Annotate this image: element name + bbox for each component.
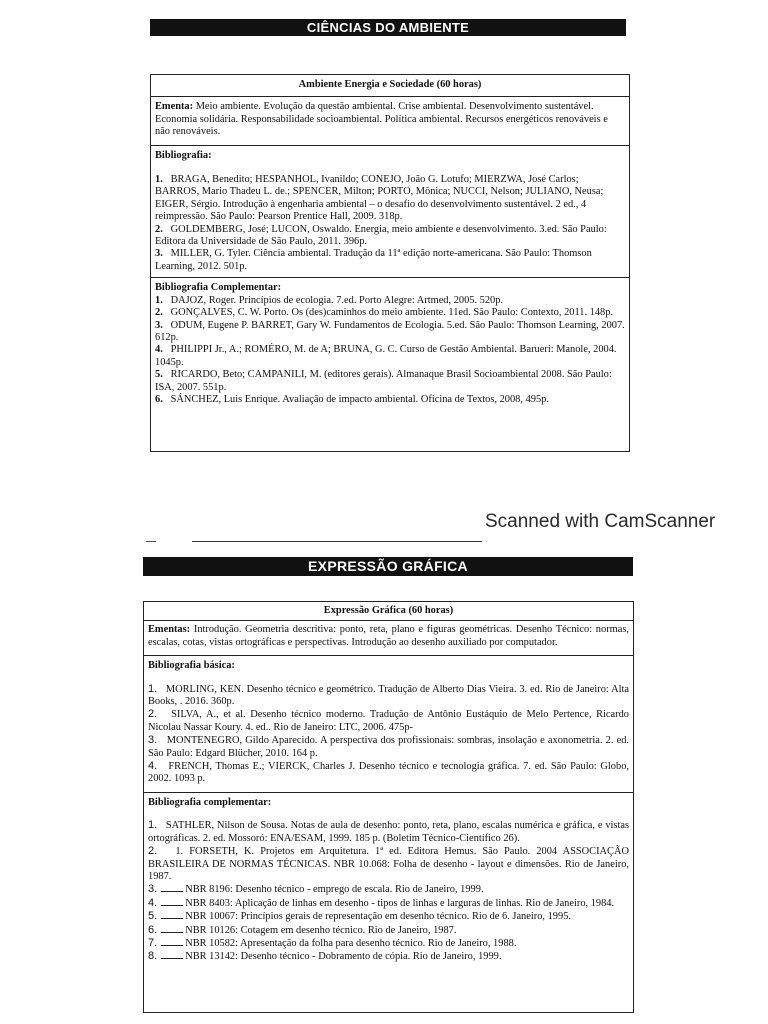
- course-title: Expressão Gráfica (60 horas): [144, 602, 633, 621]
- reference-text: MONTENEGRO, Gildo Aparecido. A perspectiva dos profissionais: sombras, insolação e axonometria. 2. ed. São Paulo: Edgard Blücher, 2010. 164 p.: [148, 735, 629, 759]
- reference-number: 5.: [155, 369, 163, 381]
- reference-number: 6.: [148, 923, 158, 936]
- reference-number: 8.: [148, 950, 158, 963]
- bibliography-section: [151, 146, 629, 279]
- reference-item: [148, 950, 629, 963]
- page-separator-line: [192, 541, 482, 542]
- reference-text: BRAGA, Benedito; HESPANHOL, Ivanildo; CONEJO, João G. Lotufo; MIERZWA, José Carlos; BARROS, Mario Thadeu L. de.; SPENCER, Milton; PORTO, Mônica; NUCCI, Nelson; JULIANO, Neusa; EIGER, Sérgio. Introdução à engenharia ambiental – o desafio do desenvolvimento sustentável. 2 ed., 4 reimpressão. São Paulo: Pearson Prentice Hall, 2009. 318p.: [155, 174, 604, 223]
- reference-number: 3.: [155, 319, 163, 331]
- reference-item: [155, 295, 625, 307]
- reference-number: 3.: [155, 248, 163, 260]
- reference-number: 3.: [148, 734, 158, 747]
- reference-item: [148, 910, 629, 923]
- reference-item: [148, 845, 629, 883]
- complementary-bibliography-section: [151, 278, 629, 409]
- reference-text: SILVA, A., et al. Desenho técnico moderno. Tradução de Antônio Eustáquio de Melo Pertence, Ricardo Nicolau Nassar Koury. 4. ed.. Rio de Janeiro: LTC, 2006. 475p-: [148, 709, 629, 733]
- reference-number: 1.: [148, 819, 158, 832]
- section-banner-expressao: EXPRESSÃO GRÁFICA: [143, 557, 633, 576]
- reference-number: 2.: [155, 307, 163, 319]
- course-table-expressao: [143, 601, 634, 1013]
- complementary-bibliography-label: Bibliografia Complementar:: [155, 282, 282, 294]
- reference-text: NBR 10582: Apresentação da folha para desenho técnico. Rio de Janeiro, 1988.: [185, 937, 517, 949]
- reference-number: 2.: [148, 708, 158, 721]
- complementary-bibliography-section: [144, 793, 633, 967]
- reference-item: [155, 394, 625, 406]
- bibliography-label: Bibliografia básica:: [148, 660, 235, 672]
- author-blank-line: [161, 910, 183, 919]
- reference-text: DAJOZ, Roger. Princípios de ecologia. 7.ed. Porto Alegre: Artmed, 2005. 520p.: [170, 294, 504, 306]
- reference-text: SATHLER, Nilson de Sousa. Notas de aula de desenho: ponto, reta, plano, escalas numérica e gráfica, e vistas ortográficas. 2. ed. Mossoró: ENA/ESAM, 1999. 185 p. (Boletim Técnico-Científico 26).: [148, 820, 629, 844]
- camscanner-watermark: Scanned with CamScanner: [485, 511, 716, 532]
- author-blank-line: [161, 924, 183, 933]
- ementa-label: Ementa:: [155, 101, 194, 113]
- ementa-text: Meio ambiente. Evolução da questão ambiental. Crise ambiental. Desenvolvimento sustentável. Economia solidária. Responsabilidade socioambiental. Política ambiental. Recursos energéticos renováveis e não renováveis.: [155, 101, 608, 138]
- reference-item: [155, 320, 625, 345]
- reference-item: [148, 734, 629, 760]
- ementa-text: Introdução. Geometria descritiva: ponto, reta, plano e figuras geométricas. Desenho Técnico: normas, escalas, cotas, vistas ortográficas e perspectivas. Introdução ao desenho auxiliado por computador.: [148, 624, 629, 648]
- reference-text: NBR 13142: Desenho técnico - Dobramento de cópia. Rio de Janeiro, 1999.: [185, 951, 502, 963]
- reference-number: 4.: [155, 344, 163, 356]
- reference-number: 4.: [148, 760, 158, 773]
- course-title: Ambiente Energia e Sociedade (60 horas): [151, 75, 629, 97]
- reference-number: 6.: [155, 393, 163, 405]
- page-separator-mark: [146, 541, 156, 542]
- course-table-ambiente: [150, 74, 630, 452]
- author-blank-line: [161, 950, 183, 959]
- author-blank-line: [161, 937, 183, 946]
- reference-text: SÁNCHEZ, Luis Enrique. Avaliação de impacto ambiental. Oficina de Textos, 2008, 495p.: [170, 393, 549, 405]
- reference-number: 4.: [148, 896, 158, 909]
- reference-number: 5.: [148, 910, 158, 923]
- reference-text: 1. FORSETH, K. Projetos em Arquitetura. 1ª ed. Editora Hemus. São Paulo. 2004 ASSOCIAÇÃO BRASILEIRA DE NORMAS TÉCNICAS. NBR 10.068: Folha de desenho - layout e dimensões. Rio de Janeiro, 1987.: [148, 846, 629, 882]
- reference-item: [148, 937, 629, 950]
- reference-text: PHILIPPI Jr., A.; ROMÉRO, M. de A; BRUNA, G. C. Curso de Gestão Ambiental. Barueri: Manole, 2004. 1045p.: [155, 344, 617, 368]
- ementa-label: Ementas:: [148, 624, 191, 636]
- reference-text: GOLDEMBERG, José; LUCON, Oswaldo. Energia, meio ambiente e desenvolvimento. 3.ed. São Paulo: Editora da Universidade de São Paulo, 2011. 396p.: [155, 223, 607, 248]
- bibliography-list: [155, 174, 625, 273]
- reference-number: 1.: [155, 174, 163, 186]
- complementary-bibliography-list: [148, 819, 629, 963]
- reference-item: [155, 248, 625, 273]
- reference-item: [148, 683, 629, 709]
- author-blank-line: [161, 883, 183, 892]
- reference-text: NBR 10126: Cotagem em desenho técnico. Rio de Janeiro, 1987.: [185, 924, 457, 936]
- reference-item: [148, 897, 629, 910]
- reference-text: NBR 8196: Desenho técnico - emprego de escala. Rio de Janeiro, 1999.: [185, 884, 484, 896]
- reference-number: 3.: [148, 883, 158, 896]
- section-banner-ciencias: CIÊNCIAS DO AMBIENTE: [150, 19, 626, 36]
- reference-text: ODUM, Eugene P. BARRET, Gary W. Fundamentos de Ecologia. 5.ed. São Paulo: Thomson Learning, 2007. 612p.: [155, 319, 625, 343]
- reference-text: MILLER, G. Tyler. Ciência ambiental. Tradução da 11ª edição norte-americana. São Paulo: Thomson Learning, 2012. 501p.: [155, 248, 592, 272]
- author-blank-line: [161, 897, 183, 906]
- complementary-bibliography-list: [155, 295, 625, 407]
- reference-text: NBR 10067: Princípios gerais de representação em desenho técnico. Rio de 6. Janeiro, 1995.: [185, 911, 571, 923]
- bibliography-list: [148, 683, 629, 786]
- reference-number: 2.: [148, 845, 158, 858]
- reference-text: GONÇALVES, C. W. Porto. Os (des)caminhos do meio ambiente. 11ed. São Paulo: Contexto, 2011. 148p.: [170, 307, 614, 319]
- reference-text: MORLING, KEN. Desenho técnico e geométrico. Tradução de Alberto Dias Vieira. 3. ed. Rio de Janeiro: Alta Books, . 2016. 360p.: [148, 683, 629, 708]
- ementa-section: [144, 621, 633, 656]
- reference-item: [148, 760, 629, 786]
- complementary-bibliography-label: Bibliografia complementar:: [148, 796, 272, 808]
- reference-text: FRENCH, Thomas E.; VIERCK, Charles J. Desenho técnico e tecnologia gráfica. 7. ed. São Paulo: Globo, 2002. 1093 p.: [148, 761, 629, 785]
- reference-item: [148, 883, 629, 896]
- bibliography-section: [144, 656, 633, 793]
- reference-number: 1.: [148, 682, 158, 695]
- reference-text: RICARDO, Beto; CAMPANILI, M. (editores gerais). Almanaque Brasil Socioambiental 2008. São Paulo: ISA, 2007. 551p.: [155, 369, 612, 393]
- reference-number: 2.: [155, 223, 163, 235]
- reference-item: [155, 369, 625, 394]
- reference-text: NBR 8403: Aplicação de linhas em desenho - tipos de linhas e larguras de linhas. Rio de Janeiro, 1984.: [185, 897, 615, 909]
- reference-item: [155, 174, 625, 224]
- reference-item: [155, 307, 625, 319]
- reference-number: 1.: [155, 294, 163, 306]
- ementa-section: [151, 97, 629, 145]
- reference-item: [148, 819, 629, 845]
- reference-item: [155, 344, 625, 369]
- bibliography-label: Bibliografia:: [155, 149, 212, 161]
- reference-item: [155, 224, 625, 249]
- reference-item: [148, 924, 629, 937]
- reference-number: 7.: [148, 936, 158, 949]
- reference-item: [148, 708, 629, 734]
